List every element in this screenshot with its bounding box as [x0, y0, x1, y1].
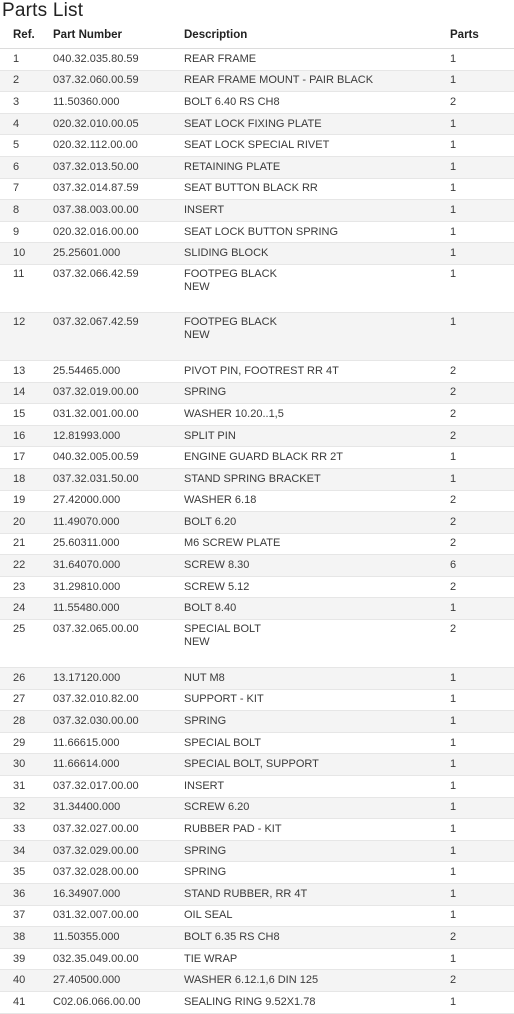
- cell-parts: 1: [450, 135, 514, 157]
- table-row: [0, 135, 514, 157]
- cell-parts: 1: [450, 797, 514, 819]
- cell-part-number: 037.32.066.42.59: [53, 264, 184, 312]
- cell-parts: 1: [450, 840, 514, 862]
- description-text: SPRING: [184, 386, 227, 399]
- cell-part-number: 020.32.010.00.05: [53, 113, 184, 135]
- cell-part-number: 037.32.065.00.00: [53, 620, 184, 668]
- cell-ref: 10: [0, 243, 53, 265]
- cell-description: [184, 243, 450, 265]
- table-row: [0, 620, 514, 668]
- description-text: ENGINE GUARD BLACK RR 2T: [184, 451, 343, 464]
- description-text: STAND RUBBER, RR 4T: [184, 887, 308, 900]
- cell-description: [184, 490, 450, 512]
- cell-ref: 11: [0, 264, 53, 312]
- cell-description: [184, 689, 450, 711]
- cell-parts: 1: [450, 948, 514, 970]
- cell-parts: 1: [450, 668, 514, 690]
- cell-ref: 41: [0, 991, 53, 1013]
- cell-parts: 1: [450, 776, 514, 798]
- table-row: [0, 382, 514, 404]
- cell-description: [184, 156, 450, 178]
- cell-description: [184, 905, 450, 927]
- description-text: SEAT LOCK BUTTON SPRING: [184, 225, 339, 238]
- table-row: [0, 404, 514, 426]
- cell-part-number: 037.32.014.87.59: [53, 178, 184, 200]
- cell-ref: 38: [0, 927, 53, 949]
- description-text: OIL SEAL: [184, 909, 233, 922]
- table-row: [0, 970, 514, 992]
- cell-parts: 1: [450, 862, 514, 884]
- cell-parts: 1: [450, 711, 514, 733]
- description-text: FOOTPEG BLACK: [184, 267, 277, 280]
- cell-parts: 1: [450, 200, 514, 222]
- cell-description: [184, 819, 450, 841]
- cell-part-number: 037.32.031.50.00: [53, 468, 184, 490]
- cell-ref: 18: [0, 468, 53, 490]
- cell-description: [184, 948, 450, 970]
- cell-parts: 6: [450, 555, 514, 577]
- cell-part-number: 11.49070.000: [53, 512, 184, 534]
- cell-part-number: 037.38.003.00.00: [53, 200, 184, 222]
- cell-part-number: 040.32.005.00.59: [53, 447, 184, 469]
- cell-part-number: 31.34400.000: [53, 797, 184, 819]
- cell-ref: 23: [0, 576, 53, 598]
- cell-parts: 1: [450, 49, 514, 71]
- cell-part-number: 11.50360.000: [53, 92, 184, 114]
- cell-description: [184, 200, 450, 222]
- table-row: [0, 948, 514, 970]
- cell-parts: 1: [450, 991, 514, 1013]
- cell-description: [184, 92, 450, 114]
- cell-ref: 31: [0, 776, 53, 798]
- cell-part-number: 25.54465.000: [53, 360, 184, 382]
- cell-parts: 1: [450, 264, 514, 312]
- cell-parts: 2: [450, 360, 514, 382]
- description-text: RETAINING PLATE: [184, 160, 281, 173]
- cell-part-number: 16.34907.000: [53, 884, 184, 906]
- cell-part-number: 037.32.028.00.00: [53, 862, 184, 884]
- cell-part-number: 31.29810.000: [53, 576, 184, 598]
- cell-ref: 30: [0, 754, 53, 776]
- cell-part-number: 11.50355.000: [53, 927, 184, 949]
- cell-ref: 8: [0, 200, 53, 222]
- description-text: INSERT: [184, 779, 225, 792]
- cell-description: [184, 555, 450, 577]
- description-text: SCREW 6.20: [184, 801, 250, 814]
- description-text: SUPPORT - KIT: [184, 693, 264, 706]
- cell-description: [184, 512, 450, 534]
- cell-description: [184, 927, 450, 949]
- cell-part-number: 037.32.013.50.00: [53, 156, 184, 178]
- table-row: [0, 711, 514, 733]
- description-text: SPRING: [184, 866, 227, 879]
- description-text: BOLT 6.40 RS CH8: [184, 95, 280, 108]
- cell-part-number: 037.32.019.00.00: [53, 382, 184, 404]
- table-row: [0, 533, 514, 555]
- description-text: SPECIAL BOLT, SUPPORT: [184, 758, 319, 771]
- cell-parts: 1: [450, 468, 514, 490]
- table-body: [0, 49, 514, 1014]
- cell-part-number: 25.60311.000: [53, 533, 184, 555]
- description-text: SEALING RING 9.52X1.78: [184, 995, 316, 1008]
- cell-parts: 1: [450, 754, 514, 776]
- table-row: [0, 512, 514, 534]
- table-row: [0, 689, 514, 711]
- cell-part-number: 11.66615.000: [53, 732, 184, 754]
- cell-ref: 3: [0, 92, 53, 114]
- table-row: [0, 905, 514, 927]
- cell-part-number: 031.32.001.00.00: [53, 404, 184, 426]
- cell-part-number: 020.32.112.00.00: [53, 135, 184, 157]
- cell-parts: 2: [450, 533, 514, 555]
- description-text: SPRING: [184, 844, 227, 857]
- cell-parts: 1: [450, 884, 514, 906]
- description-text: M6 SCREW PLATE: [184, 537, 281, 550]
- header-row: [0, 22, 514, 49]
- description-text: SEAT LOCK FIXING PLATE: [184, 117, 322, 130]
- cell-description: [184, 49, 450, 71]
- cell-parts: 2: [450, 92, 514, 114]
- cell-description: [184, 447, 450, 469]
- description-text: PIVOT PIN, FOOTREST RR 4T: [184, 364, 339, 377]
- cell-parts: 2: [450, 512, 514, 534]
- cell-part-number: 31.64070.000: [53, 555, 184, 577]
- cell-part-number: 037.32.029.00.00: [53, 840, 184, 862]
- cell-ref: 17: [0, 447, 53, 469]
- table-row: [0, 70, 514, 92]
- cell-part-number: 037.32.030.00.00: [53, 711, 184, 733]
- description-text: WASHER 6.18: [184, 494, 257, 507]
- cell-description: [184, 360, 450, 382]
- cell-description: [184, 884, 450, 906]
- cell-ref: 28: [0, 711, 53, 733]
- cell-description: [184, 135, 450, 157]
- cell-part-number: 25.25601.000: [53, 243, 184, 265]
- table-row: [0, 819, 514, 841]
- table-row: [0, 156, 514, 178]
- description-note: NEW: [184, 636, 210, 649]
- cell-description: [184, 776, 450, 798]
- cell-description: [184, 991, 450, 1013]
- cell-description: [184, 668, 450, 690]
- cell-parts: 2: [450, 576, 514, 598]
- table-row: [0, 576, 514, 598]
- header-parts: Parts: [450, 22, 514, 49]
- table-row: [0, 732, 514, 754]
- cell-part-number: 11.66614.000: [53, 754, 184, 776]
- cell-description: [184, 221, 450, 243]
- table-row: [0, 668, 514, 690]
- cell-part-number: 037.32.010.82.00: [53, 689, 184, 711]
- description-text: WASHER 10.20..1,5: [184, 407, 284, 420]
- description-text: SLIDING BLOCK: [184, 247, 269, 260]
- cell-ref: 9: [0, 221, 53, 243]
- cell-parts: 1: [450, 598, 514, 620]
- description-text: SCREW 5.12: [184, 580, 250, 593]
- cell-description: [184, 754, 450, 776]
- cell-ref: 29: [0, 732, 53, 754]
- description-text: SPECIAL BOLT: [184, 736, 262, 749]
- table-row: [0, 113, 514, 135]
- cell-ref: 34: [0, 840, 53, 862]
- cell-description: [184, 862, 450, 884]
- page-title: Parts List: [2, 0, 84, 21]
- cell-description: [184, 404, 450, 426]
- table-row: [0, 884, 514, 906]
- cell-parts: 2: [450, 620, 514, 668]
- description-text: SEAT LOCK SPECIAL RIVET: [184, 139, 330, 152]
- table-row: [0, 776, 514, 798]
- description-text: INSERT: [184, 203, 225, 216]
- table-row: [0, 598, 514, 620]
- cell-parts: 1: [450, 178, 514, 200]
- cell-description: [184, 382, 450, 404]
- description-note: NEW: [184, 280, 210, 293]
- description-text: REAR FRAME MOUNT - PAIR BLACK: [184, 74, 374, 87]
- description-text: SPRING: [184, 715, 227, 728]
- cell-ref: 37: [0, 905, 53, 927]
- table-row: [0, 243, 514, 265]
- cell-parts: 1: [450, 221, 514, 243]
- cell-ref: 13: [0, 360, 53, 382]
- cell-description: [184, 113, 450, 135]
- cell-ref: 33: [0, 819, 53, 841]
- cell-description: [184, 70, 450, 92]
- cell-description: [184, 711, 450, 733]
- cell-parts: 1: [450, 447, 514, 469]
- cell-description: [184, 425, 450, 447]
- cell-part-number: 11.55480.000: [53, 598, 184, 620]
- cell-parts: 1: [450, 819, 514, 841]
- cell-parts: 1: [450, 156, 514, 178]
- description-text: SCREW 8.30: [184, 559, 250, 572]
- cell-ref: 7: [0, 178, 53, 200]
- cell-ref: 15: [0, 404, 53, 426]
- table-row: [0, 360, 514, 382]
- cell-ref: 6: [0, 156, 53, 178]
- cell-part-number: 040.32.035.80.59: [53, 49, 184, 71]
- cell-description: [184, 178, 450, 200]
- cell-ref: 35: [0, 862, 53, 884]
- cell-part-number: 13.17120.000: [53, 668, 184, 690]
- table-row: [0, 991, 514, 1013]
- cell-ref: 24: [0, 598, 53, 620]
- cell-description: [184, 840, 450, 862]
- table-row: [0, 221, 514, 243]
- header-part-number: Part Number: [53, 22, 184, 49]
- cell-part-number: 037.32.017.00.00: [53, 776, 184, 798]
- cell-description: [184, 797, 450, 819]
- cell-description: [184, 312, 450, 360]
- cell-ref: 12: [0, 312, 53, 360]
- cell-part-number: 032.35.049.00.00: [53, 948, 184, 970]
- header-description: Description: [184, 22, 450, 49]
- cell-ref: 39: [0, 948, 53, 970]
- cell-parts: 1: [450, 312, 514, 360]
- cell-parts: 2: [450, 970, 514, 992]
- cell-ref: 25: [0, 620, 53, 668]
- cell-parts: 1: [450, 113, 514, 135]
- cell-parts: 2: [450, 404, 514, 426]
- cell-parts: 1: [450, 689, 514, 711]
- cell-ref: 27: [0, 689, 53, 711]
- cell-ref: 36: [0, 884, 53, 906]
- cell-part-number: 27.42000.000: [53, 490, 184, 512]
- table-row: [0, 490, 514, 512]
- cell-parts: 1: [450, 905, 514, 927]
- description-text: SPLIT PIN: [184, 429, 236, 442]
- table-row: [0, 178, 514, 200]
- cell-ref: 26: [0, 668, 53, 690]
- table-row: [0, 200, 514, 222]
- table-row: [0, 797, 514, 819]
- cell-description: [184, 970, 450, 992]
- description-note: NEW: [184, 328, 210, 341]
- cell-parts: 2: [450, 927, 514, 949]
- table-row: [0, 447, 514, 469]
- cell-ref: 16: [0, 425, 53, 447]
- description-text: SEAT BUTTON BLACK RR: [184, 182, 318, 195]
- description-text: BOLT 8.40: [184, 602, 237, 615]
- table-row: [0, 312, 514, 360]
- cell-description: [184, 264, 450, 312]
- cell-ref: 19: [0, 490, 53, 512]
- description-text: SPECIAL BOLT: [184, 623, 262, 636]
- cell-parts: 2: [450, 382, 514, 404]
- cell-description: [184, 468, 450, 490]
- cell-description: [184, 598, 450, 620]
- cell-part-number: C02.06.066.00.00: [53, 991, 184, 1013]
- table-row: [0, 754, 514, 776]
- table-row: [0, 555, 514, 577]
- table-row: [0, 425, 514, 447]
- cell-ref: 5: [0, 135, 53, 157]
- cell-parts: 1: [450, 732, 514, 754]
- description-text: STAND SPRING BRACKET: [184, 472, 321, 485]
- cell-part-number: 020.32.016.00.00: [53, 221, 184, 243]
- cell-part-number: 037.32.027.00.00: [53, 819, 184, 841]
- description-text: TIE WRAP: [184, 952, 238, 965]
- table-row: [0, 840, 514, 862]
- description-text: WASHER 6.12.1,6 DIN 125: [184, 974, 319, 987]
- cell-parts: 2: [450, 490, 514, 512]
- cell-ref: 22: [0, 555, 53, 577]
- cell-part-number: 037.32.060.00.59: [53, 70, 184, 92]
- description-text: BOLT 6.35 RS CH8: [184, 930, 280, 943]
- description-text: RUBBER PAD - KIT: [184, 823, 282, 836]
- description-text: FOOTPEG BLACK: [184, 315, 277, 328]
- cell-description: [184, 576, 450, 598]
- cell-parts: 2: [450, 425, 514, 447]
- cell-part-number: 037.32.067.42.59: [53, 312, 184, 360]
- cell-part-number: 27.40500.000: [53, 970, 184, 992]
- cell-description: [184, 732, 450, 754]
- cell-part-number: 031.32.007.00.00: [53, 905, 184, 927]
- cell-ref: 2: [0, 70, 53, 92]
- table-row: [0, 264, 514, 312]
- cell-description: [184, 620, 450, 668]
- cell-ref: 40: [0, 970, 53, 992]
- description-text: REAR FRAME: [184, 52, 257, 65]
- parts-table: [0, 22, 514, 1014]
- table-row: [0, 49, 514, 71]
- cell-ref: 20: [0, 512, 53, 534]
- cell-ref: 4: [0, 113, 53, 135]
- cell-ref: 14: [0, 382, 53, 404]
- table-row: [0, 927, 514, 949]
- cell-ref: 32: [0, 797, 53, 819]
- cell-description: [184, 533, 450, 555]
- cell-parts: 1: [450, 70, 514, 92]
- cell-part-number: 12.81993.000: [53, 425, 184, 447]
- cell-parts: 1: [450, 243, 514, 265]
- cell-ref: 1: [0, 49, 53, 71]
- table-header: [0, 22, 514, 49]
- table-row: [0, 468, 514, 490]
- description-text: NUT M8: [184, 671, 225, 684]
- table-row: [0, 92, 514, 114]
- description-text: BOLT 6.20: [184, 515, 237, 528]
- header-ref: Ref.: [0, 22, 53, 49]
- table-row: [0, 862, 514, 884]
- cell-ref: 21: [0, 533, 53, 555]
